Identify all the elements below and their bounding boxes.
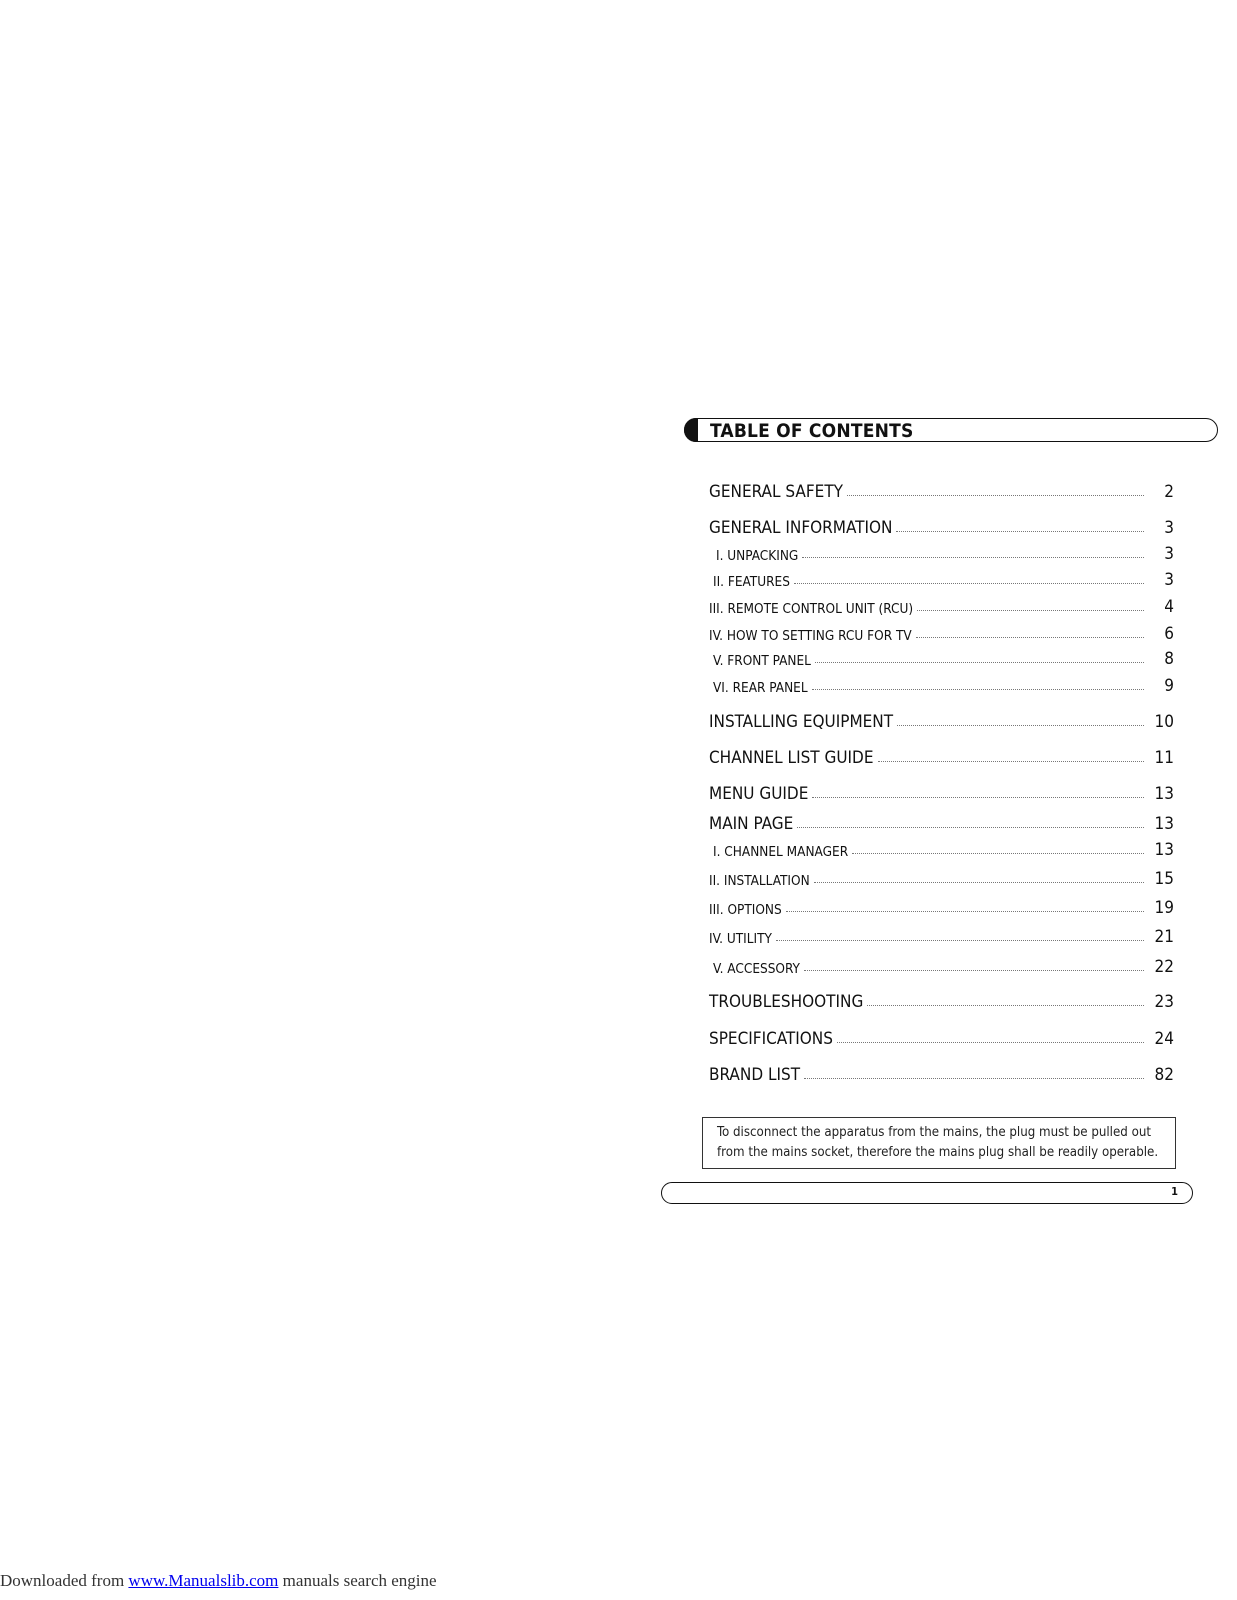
- page-number: 1: [1171, 1185, 1178, 1198]
- toc-entry-page: 3: [1164, 518, 1174, 538]
- toc-entry: [709, 924, 1174, 946]
- toc-entry-page: 22: [1154, 957, 1174, 977]
- toc-entry-page: 19: [1154, 898, 1174, 918]
- toc-entry-page: 10: [1154, 712, 1174, 732]
- dot-leader: [804, 970, 1144, 971]
- toc-entry: [709, 954, 1174, 976]
- toc-entry-label: MENU GUIDE: [709, 784, 809, 804]
- dot-leader: [804, 1078, 1144, 1079]
- toc-entry-label: I. UNPACKING: [716, 547, 799, 564]
- dot-leader: [802, 557, 1144, 558]
- toc-entry-page: 23: [1154, 992, 1174, 1012]
- toc-entry: [709, 866, 1174, 888]
- header-cap-decoration: [684, 418, 698, 442]
- toc-entry-label: I. CHANNEL MANAGER: [713, 843, 849, 860]
- dot-leader: [815, 662, 1144, 663]
- footer-bar: [661, 1182, 1193, 1204]
- toc-entry: [709, 515, 1174, 537]
- dot-leader: [814, 882, 1144, 883]
- dot-leader: [852, 853, 1144, 854]
- toc-entry-page: 4: [1164, 597, 1174, 617]
- toc-title: TABLE OF CONTENTS: [710, 420, 914, 442]
- toc-entry-label: III. OPTIONS: [709, 901, 782, 918]
- toc-entry: [709, 1026, 1174, 1048]
- toc-entry-page: 11: [1154, 748, 1174, 768]
- toc-entry-label: MAIN PAGE: [709, 814, 794, 834]
- toc-entry: [709, 1062, 1174, 1084]
- dot-leader: [812, 797, 1144, 798]
- toc-entry: [709, 989, 1174, 1011]
- toc-entry: [709, 745, 1174, 767]
- toc-entry: [709, 594, 1174, 616]
- toc-entry: [709, 646, 1174, 668]
- dot-leader: [812, 689, 1144, 690]
- notice-line-1: To disconnect the apparatus from the mains, the plug must be pulled out: [717, 1125, 1152, 1140]
- dot-leader: [776, 940, 1144, 941]
- dot-leader: [878, 761, 1145, 762]
- toc-entry-label: GENERAL INFORMATION: [709, 518, 893, 538]
- manualslib-link[interactable]: www.Manualslib.com: [128, 1571, 279, 1590]
- toc-entry-page: 9: [1164, 676, 1174, 696]
- toc-entry: [709, 673, 1174, 695]
- dot-leader: [847, 495, 1144, 496]
- toc-entry-page: 13: [1154, 814, 1174, 834]
- toc-entry: [709, 567, 1174, 589]
- toc-header: [684, 418, 1218, 442]
- download-prefix: Downloaded from: [0, 1571, 129, 1590]
- toc-entry-label: TROUBLESHOOTING: [709, 992, 864, 1012]
- toc-entry-label: II. FEATURES: [713, 573, 790, 590]
- toc-entry-page: 3: [1164, 570, 1174, 590]
- toc-entry-label: CHANNEL LIST GUIDE: [709, 748, 874, 768]
- toc-entry-page: 24: [1154, 1029, 1174, 1049]
- toc-entry-page: 2: [1164, 482, 1174, 502]
- dot-leader: [837, 1042, 1144, 1043]
- toc-entry-label: II. INSTALLATION: [709, 872, 810, 889]
- dot-leader: [917, 610, 1144, 611]
- toc-entry-page: 13: [1154, 840, 1174, 860]
- toc-entry-label: IV. UTILITY: [709, 930, 772, 947]
- toc-entry-page: 82: [1154, 1065, 1174, 1085]
- toc-entry: [709, 837, 1174, 859]
- disconnect-notice: [702, 1117, 1176, 1169]
- toc-entry: [709, 709, 1174, 731]
- notice-line-2: from the mains socket, therefore the mains plug shall be readily operable.: [717, 1145, 1159, 1160]
- toc-entry: [709, 479, 1174, 501]
- toc-entry: [709, 621, 1174, 643]
- toc-entry-page: 13: [1154, 784, 1174, 804]
- toc-entry-page: 6: [1164, 624, 1174, 644]
- toc-entry-label: BRAND LIST: [709, 1065, 801, 1085]
- toc-entry-label: III. REMOTE CONTROL UNIT (RCU): [709, 600, 914, 617]
- download-suffix: manuals search engine: [278, 1571, 437, 1590]
- toc-entry-label: VI. REAR PANEL: [713, 679, 808, 696]
- toc-entry-page: 15: [1154, 869, 1174, 889]
- toc-entry-label: IV. HOW TO SETTING RCU FOR TV: [709, 627, 912, 644]
- toc-entry: [709, 811, 1174, 833]
- toc-entry-page: 3: [1164, 544, 1174, 564]
- toc-entry: [709, 781, 1174, 803]
- toc-entry-label: GENERAL SAFETY: [709, 482, 844, 502]
- toc-entry-label: SPECIFICATIONS: [709, 1029, 833, 1049]
- dot-leader: [794, 583, 1144, 584]
- dot-leader: [916, 637, 1144, 638]
- dot-leader: [896, 531, 1144, 532]
- toc-entry-label: V. FRONT PANEL: [713, 652, 811, 669]
- toc-entry-label: INSTALLING EQUIPMENT: [709, 712, 894, 732]
- toc-entry-page: 8: [1164, 649, 1174, 669]
- toc-entry-page: 21: [1154, 927, 1174, 947]
- toc-entry: [709, 541, 1174, 563]
- dot-leader: [897, 725, 1144, 726]
- toc-entry: [709, 895, 1174, 917]
- download-banner: [0, 1571, 437, 1591]
- dot-leader: [867, 1005, 1144, 1006]
- dot-leader: [797, 827, 1144, 828]
- toc-entry-label: V. ACCESSORY: [713, 960, 800, 977]
- dot-leader: [786, 911, 1144, 912]
